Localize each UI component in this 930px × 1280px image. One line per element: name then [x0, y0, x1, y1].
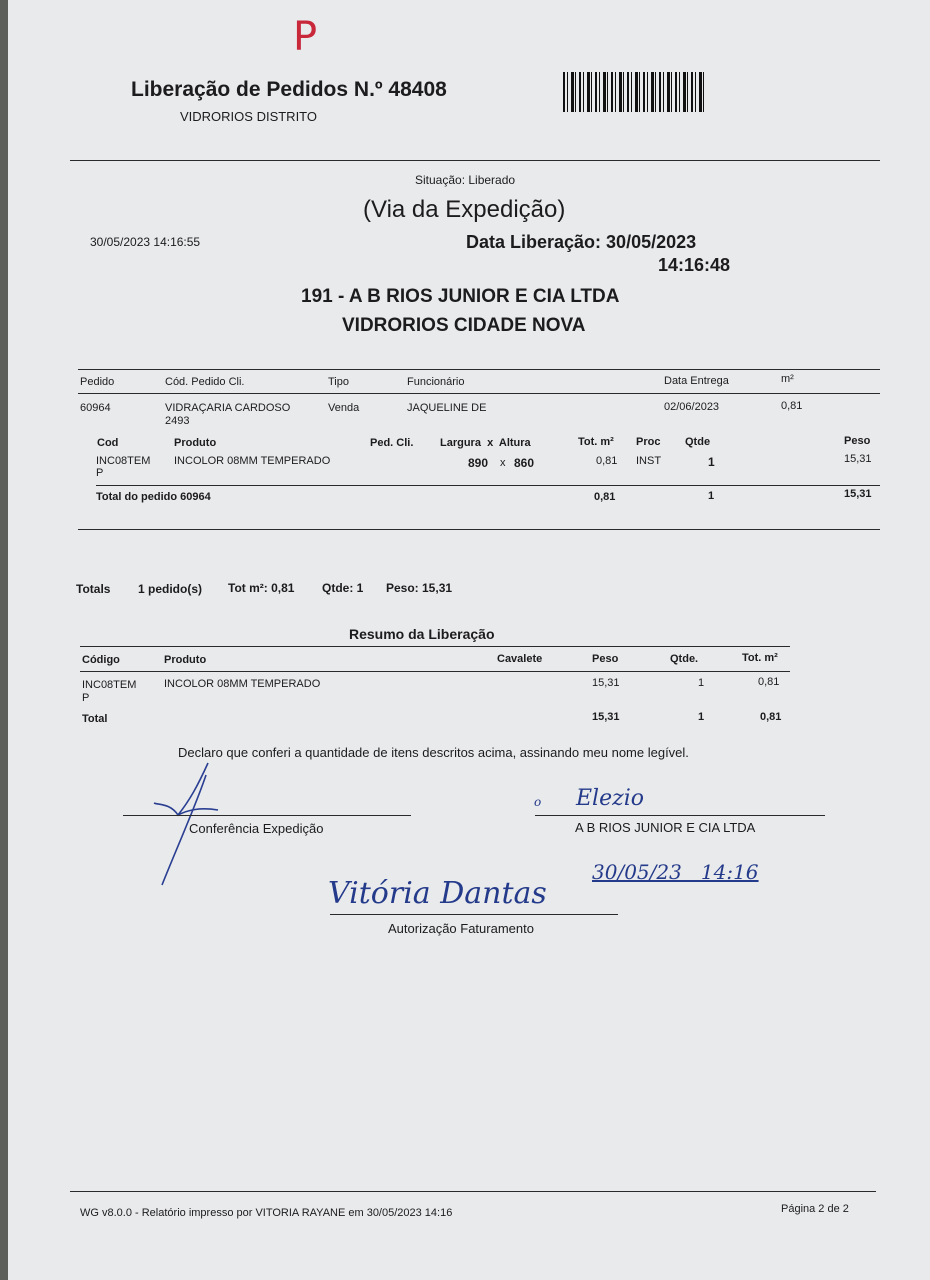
item-col-dims: Largura x Altura — [440, 437, 531, 449]
company-name: VIDRORIOS DISTRITO — [180, 109, 317, 124]
divider — [70, 160, 880, 161]
summary-total-peso: 15,31 — [592, 711, 620, 723]
item-col-peso: Peso — [844, 435, 871, 447]
totals-peso: Peso: 15,31 — [386, 581, 453, 595]
summary-total-qtde: 1 — [698, 711, 705, 723]
client-signature: Elezio — [576, 786, 644, 811]
divider — [96, 485, 880, 486]
summary-col-cavalete: Cavalete — [497, 653, 543, 665]
summary-codigo-2: P — [82, 692, 90, 704]
item-proc: INST — [636, 455, 662, 467]
totals-m2: Tot m²: 0,81 — [228, 581, 295, 595]
footer-text: WG v8.0.0 - Relatório impresso por VITORIA RAYANE em 30/05/2023 14:16 — [80, 1207, 453, 1219]
item-col-cod: Cod — [97, 437, 119, 449]
col-cod-pedido-cli: Cód. Pedido Cli. — [165, 376, 245, 388]
document-title: Liberação de Pedidos N.º 48408 — [131, 78, 447, 101]
printed-datetime: 30/05/2023 14:16:55 — [90, 235, 201, 249]
item-produto: INCOLOR 08MM TEMPERADO — [174, 455, 331, 467]
col-m2: m² — [781, 373, 794, 385]
item-col-qtde: Qtde — [685, 436, 711, 448]
item-peso: 15,31 — [844, 453, 872, 465]
conferencia-label: Conferência Expedição — [189, 821, 324, 836]
totals-label: Totals — [76, 582, 111, 596]
signature-line — [535, 815, 825, 816]
branch-name: VIDRORIOS CIDADE NOVA — [342, 315, 586, 336]
handwritten-mark: P — [293, 14, 318, 60]
item-col-proc: Proc — [636, 436, 661, 448]
summary-col-codigo: Código — [82, 654, 120, 666]
summary-codigo: INC08TEM — [82, 679, 137, 691]
release-time: 14:16:48 — [658, 255, 731, 275]
via-label: (Via da Expedição) — [363, 196, 566, 223]
order-total-m2: 0,81 — [594, 491, 616, 503]
item-largura: 890 — [468, 456, 489, 470]
document-page — [8, 0, 930, 1280]
order-cod-pedido-cli: VIDRAÇARIA CARDOSO — [165, 402, 291, 414]
autorizacao-label: Autorização Faturamento — [388, 921, 534, 936]
order-data-entrega: 02/06/2023 — [664, 401, 720, 413]
col-pedido: Pedido — [80, 376, 115, 388]
handwritten-datetime: 30/05/23 14:16 — [592, 860, 759, 884]
declaration-text: Declaro que conferi a quantidade de itens descritos acima, assinando meu nome legível. — [178, 745, 689, 760]
summary-total-m2: 0,81 — [760, 711, 782, 723]
item-qtde: 1 — [708, 455, 715, 469]
order-tipo: Venda — [328, 402, 360, 414]
barcode — [563, 72, 706, 112]
order-funcionario: JAQUELINE DE — [407, 402, 487, 414]
summary-col-tot-m2: Tot. m² — [742, 652, 778, 664]
item-col-produto: Produto — [174, 437, 217, 449]
divider — [80, 646, 790, 647]
order-total-peso: 15,31 — [844, 488, 872, 500]
signature-mark: o — [534, 795, 542, 809]
col-tipo: Tipo — [328, 376, 349, 388]
divider — [78, 393, 880, 394]
item-col-tot-m2: Tot. m² — [578, 436, 614, 448]
signature-line — [123, 815, 411, 816]
item-col-ped-cli: Ped. Cli. — [370, 437, 414, 449]
summary-total-label: Total — [82, 713, 108, 725]
status-text: Situação: Liberado — [415, 173, 516, 187]
client-label: A B RIOS JUNIOR E CIA LTDA — [575, 820, 756, 835]
signature-line — [330, 914, 618, 915]
client-name: 191 - A B RIOS JUNIOR E CIA LTDA — [301, 286, 620, 307]
summary-peso: 15,31 — [592, 677, 620, 689]
summary-qtde: 1 — [698, 677, 705, 689]
item-altura: 860 — [514, 456, 535, 470]
item-times: x — [500, 457, 506, 469]
page-number: Página 2 de 2 — [781, 1203, 849, 1215]
summary-tot-m2: 0,81 — [758, 676, 780, 688]
summary-produto: INCOLOR 08MM TEMPERADO — [164, 678, 321, 690]
order-m2: 0,81 — [781, 400, 803, 412]
order-pedido: 60964 — [80, 402, 111, 414]
autorizacao-signature: Vitória Dantas — [328, 876, 547, 911]
divider — [78, 529, 880, 530]
item-cod: INC08TEM — [96, 455, 151, 467]
order-total-qtde: 1 — [708, 490, 715, 502]
divider — [78, 369, 880, 370]
divider — [80, 671, 790, 672]
order-cod-pedido-cli-2: 2493 — [165, 415, 190, 427]
summary-col-peso: Peso — [592, 653, 619, 665]
col-funcionario: Funcionário — [407, 376, 465, 388]
order-total-label: Total do pedido 60964 — [96, 491, 211, 503]
item-tot-m2: 0,81 — [596, 455, 618, 467]
summary-col-qtde: Qtde. — [670, 653, 699, 665]
col-data-entrega: Data Entrega — [664, 375, 729, 387]
release-date: Data Liberação: 30/05/2023 — [466, 232, 697, 252]
divider — [70, 1191, 876, 1192]
totals-pedidos: 1 pedido(s) — [138, 582, 203, 596]
totals-qtde: Qtde: 1 — [322, 581, 364, 595]
summary-col-produto: Produto — [164, 654, 207, 666]
item-cod-2: P — [96, 467, 104, 479]
summary-title: Resumo da Liberação — [349, 626, 495, 642]
